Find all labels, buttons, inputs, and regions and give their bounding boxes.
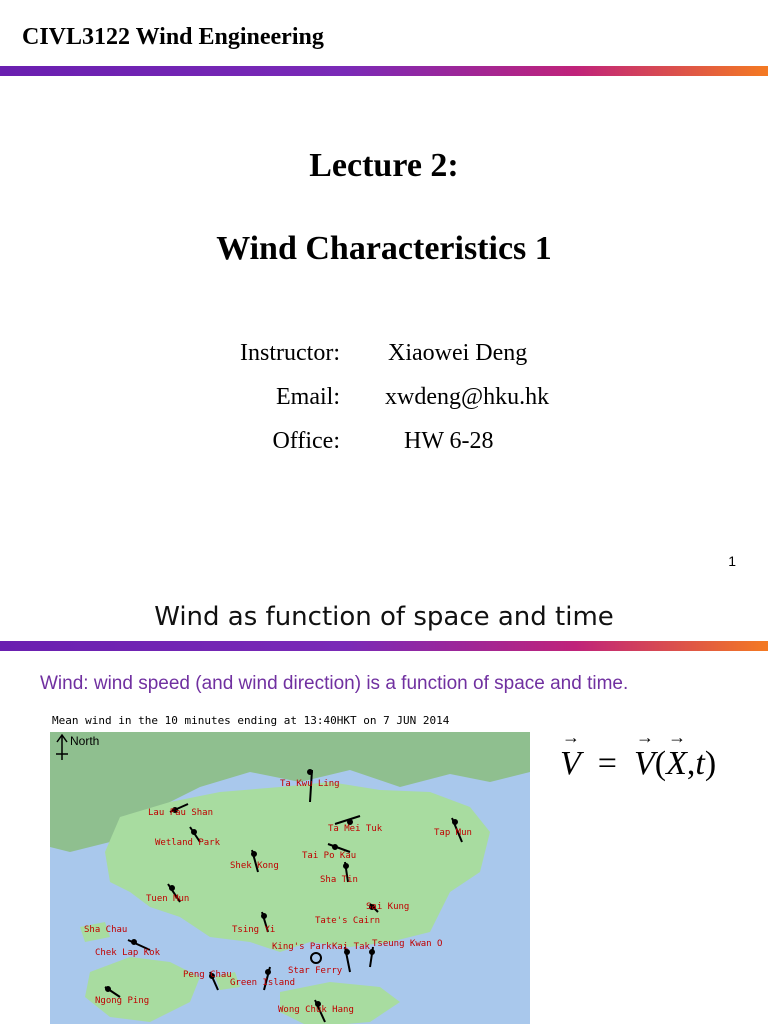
station-label: Ta Kwu Ling — [280, 779, 340, 789]
station-label: Chek Lap Kok — [95, 948, 161, 958]
station-label: King's Park — [272, 942, 332, 952]
wind-map — [50, 732, 530, 1024]
formula-arg1: → X — [666, 745, 687, 783]
station-label: Ngong Ping — [95, 996, 150, 1006]
info-value: Xiaowei Deng — [388, 340, 528, 366]
station-label: Tai Po Kau — [302, 851, 357, 861]
calm-station-icon — [311, 953, 321, 963]
slide-2 — [0, 590, 768, 1024]
formula-arg2: t — [695, 745, 705, 782]
station-label: Star Ferry — [288, 966, 343, 976]
station-label: Tap Mun — [434, 828, 472, 838]
station-label: Ta Mei Tuk — [328, 824, 383, 834]
map-caption: Mean wind in the 10 minutes ending at 13:40HKT on 7 JUN 2014 — [52, 714, 450, 727]
station-label: Shek Kong — [230, 861, 279, 871]
formula-rhs-fn: → V — [634, 745, 655, 783]
station-label: Lau Fau Shan — [148, 808, 214, 818]
station-label: Tuen Mun — [146, 894, 190, 904]
station-label: Green Island — [230, 978, 296, 988]
station-label: Kai Tak — [332, 942, 370, 952]
info-value: HW 6-28 — [404, 428, 494, 454]
info-label: Email: — [276, 384, 340, 410]
formula-equals: = — [589, 745, 626, 782]
station-label: Sha Chau — [84, 925, 128, 935]
station-label: Tseung Kwan O — [372, 939, 443, 949]
station-label: Sai Kung — [366, 902, 410, 912]
slide-title: Wind as function of space and time — [154, 602, 614, 632]
info-value: xwdeng@hku.hk — [385, 384, 550, 410]
station-label: Tsing Yi — [232, 925, 276, 935]
north-label: North — [70, 734, 100, 748]
lecture-number: Lecture 2: — [309, 147, 459, 184]
info-label: Office: — [272, 428, 340, 454]
lecture-title: Wind Characteristics 1 — [216, 230, 552, 267]
station-label: Tate's Cairn — [315, 916, 381, 926]
station-label: Wong Chuk Hang — [278, 1005, 354, 1015]
page-number: 1 — [728, 553, 736, 569]
formula-lhs: → V — [560, 745, 581, 783]
station-label: Sha Tin — [320, 875, 358, 885]
header-bar — [0, 66, 768, 76]
header-bar — [0, 641, 768, 651]
station-label: Peng Chau — [183, 970, 232, 980]
station-label: Wetland Park — [155, 838, 221, 848]
slide-subtitle: Wind: wind speed (and wind direction) is a function of space and time. — [40, 673, 629, 694]
wind-formula: → V = → V(→ X,t) — [560, 745, 716, 783]
info-label: Instructor: — [240, 340, 340, 366]
course-title: CIVL3122 Wind Engineering — [22, 24, 324, 50]
